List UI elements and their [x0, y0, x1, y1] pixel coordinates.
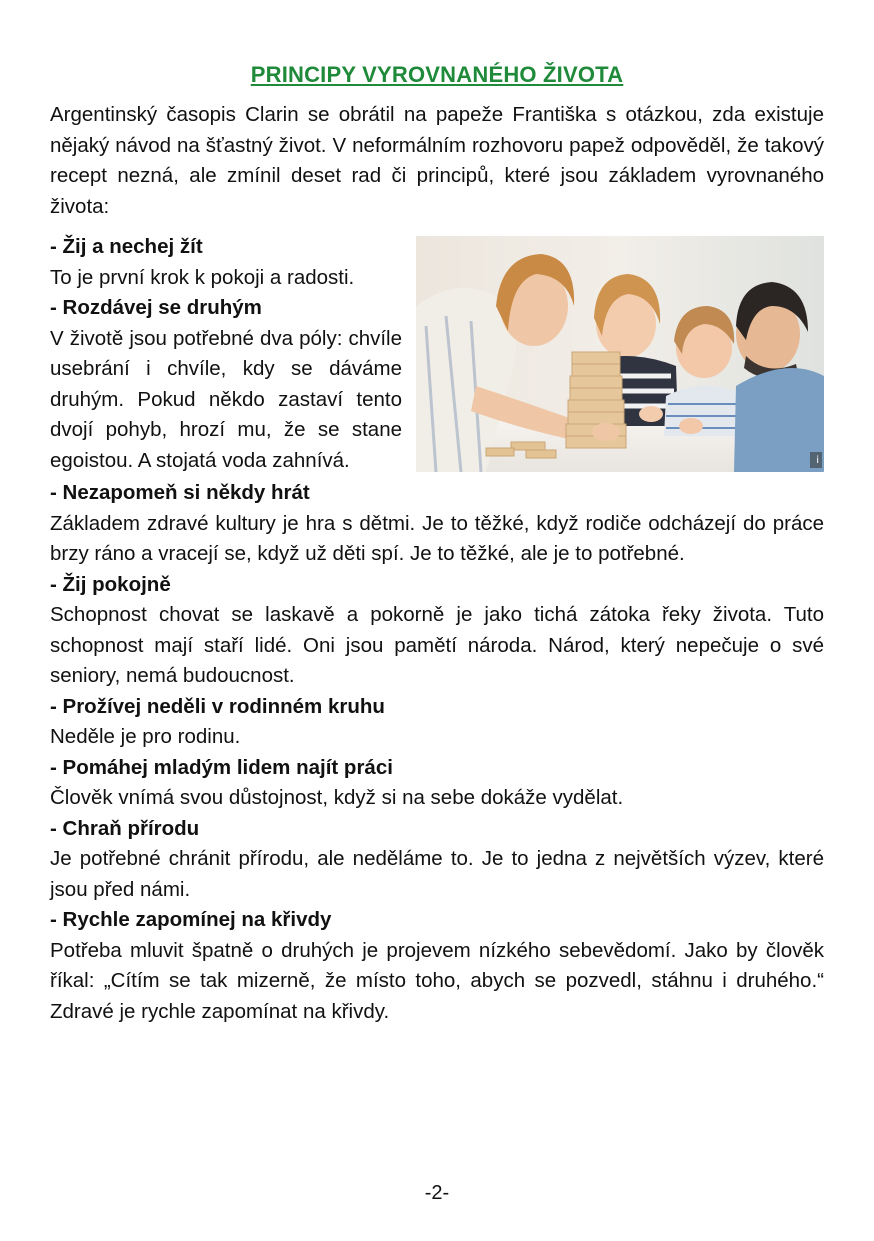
heading-text: Rychle zapomínej na křivdy — [62, 908, 332, 931]
photo-info-badge: i — [816, 455, 819, 466]
family-playing-jenga-icon — [416, 236, 824, 472]
heading-dash: - — [50, 755, 63, 779]
section-nezapomen-si-hrat — [50, 478, 824, 570]
section-text: Schopnost chovat se laskavě a pokorně je jako tichá zátoka řeky života. Tuto schopnost mají staří lidé. Oni jsou pamětí národa. Národ, který nepečuje o své seniory, nemá budoucnost. — [50, 603, 824, 687]
heading-text: Prožívej neděli v rodinném kruhu — [62, 694, 385, 718]
section-heading — [50, 905, 824, 936]
heading-text: Pomáhej mladým lidem najít práci — [62, 755, 393, 779]
page-title: PRINCIPY VYROVNANÉHO ŽIVOTA — [250, 62, 624, 87]
heading-dash: - — [50, 572, 63, 596]
section-prozivej-nedeli — [50, 692, 824, 753]
section-zapominej-na-krivdy — [50, 905, 824, 1027]
heading-text: Žij a nechej žít — [62, 235, 203, 258]
section-pomahej-mladym — [50, 753, 824, 814]
section-heading — [50, 692, 824, 723]
heading-dash: - — [50, 481, 63, 504]
heading-dash: - — [50, 235, 63, 258]
heading-text: Chraň přírodu — [62, 816, 200, 840]
section-heading — [50, 753, 824, 784]
section-text: Je potřebné chránit přírodu, ale neděláme to. Je to jedna z největších výzev, které jsou před námi. — [50, 847, 824, 901]
section-text: Člověk vnímá svou důstojnost, když si na sebe dokáže vydělat. — [50, 786, 624, 809]
section-heading — [50, 478, 824, 509]
heading-dash: - — [50, 908, 63, 931]
document-page — [50, 62, 824, 1027]
section-text: Potřeba mluvit špatně o druhých je projevem nízkého sebevědomí. Jako by člověk říkal: „Cítím se tak mizerně, že místo toho, abych se pozvedl, stáhnu i druhého.“ Zdravé je rychle zapomínat na křivdy. — [50, 938, 824, 1023]
section-text: To je první krok k pokoji a radosti. — [50, 265, 355, 289]
intro-paragraph: Argentinský časopis Clarin se obrátil na papeže Františka s otázkou, zda existuje nějaký návod na šťastný život. V neformálním rozhovoru papež odpověděl, že takový recept nezná, ale zmínil deset rad či principů, které jsou základem vyrovnaného života: — [50, 103, 824, 218]
section-zij-pokojne — [50, 570, 824, 692]
section-heading — [50, 814, 824, 845]
family-photo — [416, 236, 824, 472]
heading-text: Žij pokojně — [62, 572, 171, 596]
section-chran-prirodu — [50, 814, 824, 906]
section-text: V životě jsou potřebné dva póly: chvíle usebrání i chvíle, kdy se dáváme druhým. Pokud někdo zastaví tento dvojí pohyb, hrozí mu, že se stane egoistou. A stojatá voda zahnívá. — [50, 326, 402, 472]
page-number: -2- — [424, 1182, 450, 1204]
heading-text: Rozdávej se druhým — [62, 296, 262, 319]
section-text: Neděle je pro rodinu. — [50, 725, 241, 748]
section-text: Základem zdravé kultury je hra s dětmi. Je to těžké, když rodiče odcházejí do práce brzy ráno a vracejí se, když už děti spí. Je to těžké, ale je to potřebné. — [50, 511, 824, 565]
section-heading — [50, 570, 824, 601]
heading-text: Nezapomeň si někdy hrát — [62, 481, 310, 504]
heading-dash: - — [50, 694, 63, 718]
heading-dash: - — [50, 296, 63, 319]
heading-dash: - — [50, 816, 63, 840]
